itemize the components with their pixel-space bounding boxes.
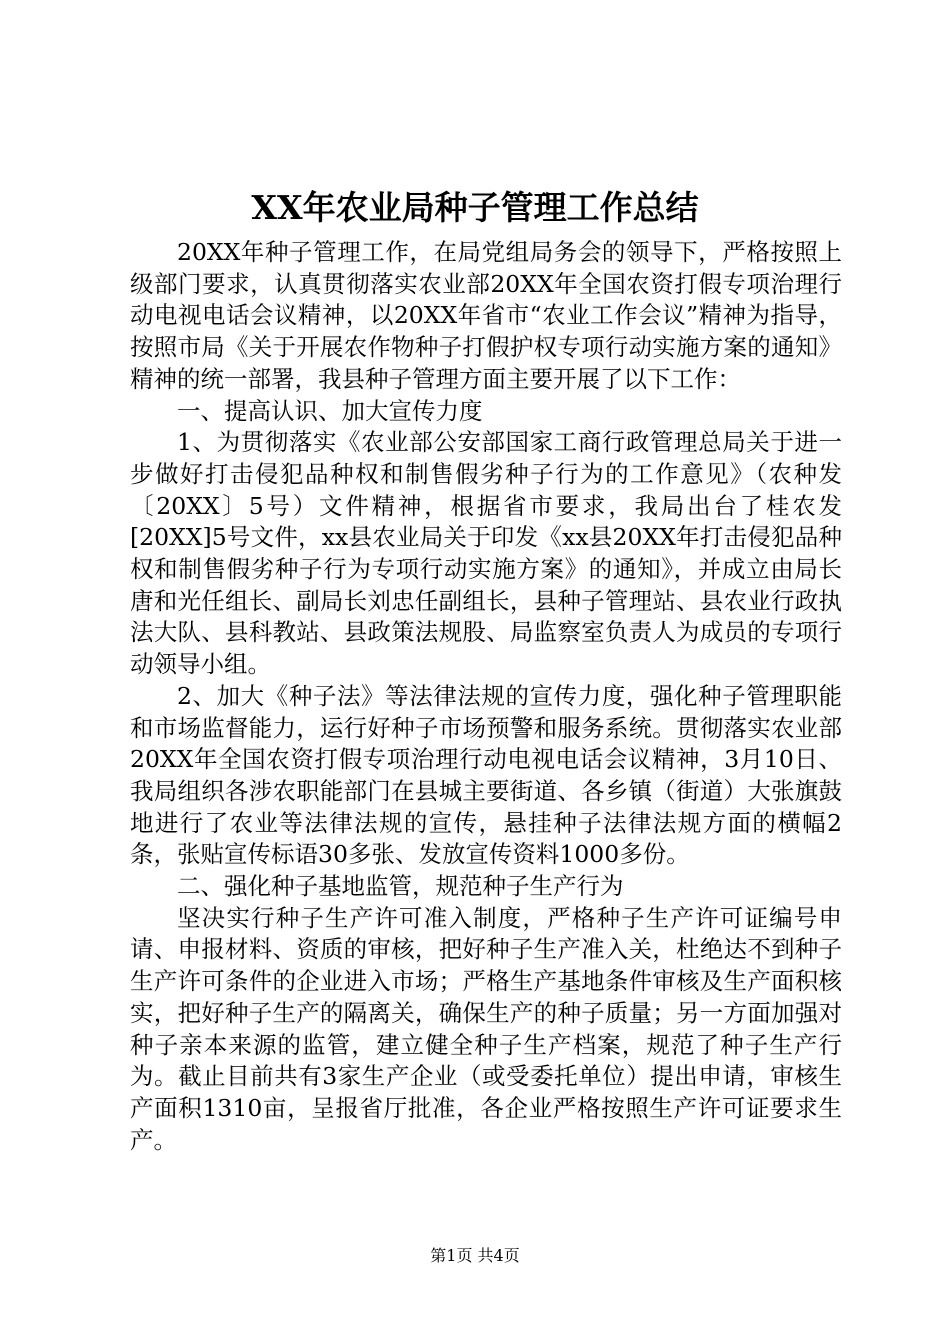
section-heading-2: 二、强化种子基地监管，规范种子生产行为 [177,872,624,901]
document-title: XX年农业局种子管理工作总结 [251,188,699,227]
paragraph-1-1: 1、为贯彻落实《农业部公安部国家工商行政管理总局关于进一步做好打击侵犯品种权和制售假劣种子行为的工作意见》（农种发〔20XX〕5号）文件精神，根据省市要求，我局出台了桂农发[20XX]5号文件，xx县农业局关于印发《xx县20XX年打击侵犯品种权和制售假劣种子行为专项行动实施方案》的通知》，并成立由局长唐和光任组长、副局长刘忠任副组长，县种子管理站、县农业行政执法大队、县科教站、县政策法规股、局监察室负责人为成员的专项行动领导小组。 [130,428,842,679]
paragraph-1-2: 2、加大《种子法》等法律法规的宣传力度，强化种子管理职能和市场监督能力，运行好种子市场预警和服务系统。贯彻落实农业部20XX年全国农资打假专项治理行动电视电话会议精神，3月10日、我局组织各涉农职能部门在县城主要街道、各乡镇（街道）大张旗鼓地进行了农业等法律法规的宣传，悬挂种子法律法规方面的横幅2条，张贴宣传标语30多张、发放宣传资料1000多份。 [130,681,842,869]
document-body [130,237,842,1156]
section-heading-1: 一、提高认识、加大宣传力度 [177,396,483,425]
page-footer: 第1页 共4页 [430,1246,520,1265]
paragraph-2: 坚决实行种子生产许可准入制度，严格种子生产许可证编号申请、申报材料、资质的审核，把好种子生产准入关，杜绝达不到种子生产许可条件的企业进入市场；严格生产基地条件审核及生产面积核实，把好种子生产的隔离关，确保生产的种子质量；另一方面加强对种子亲本来源的监管，建立健全种子生产档案，规范了种子生产行为。截止目前共有3家生产企业（或受委托单位）提出申请，审核生产面积1310亩，呈报省厅批准，各企业严格按照生产许可证要求生产。 [130,903,842,1154]
paragraph-intro: 20XX年种子管理工作，在局党组局务会的领导下，严格按照上级部门要求，认真贯彻落实农业部20XX年全国农资打假专项治理行动电视电话会议精神，以20XX年省市“农业工作会议”精神为指导，按照市局《关于开展农作物种子打假护权专项行动实施方案的通知》精神的统一部署，我县种子管理方面主要开展了以下工作： [130,238,842,393]
